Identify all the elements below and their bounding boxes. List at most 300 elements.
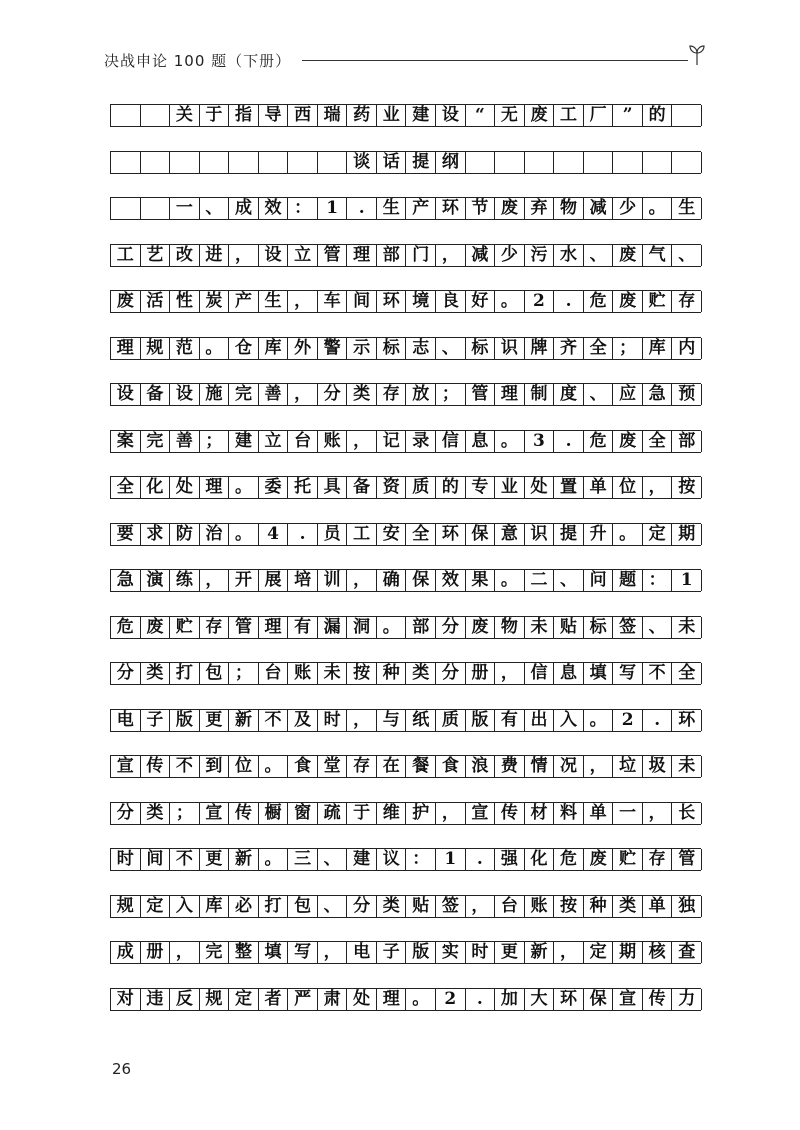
grid-cell: 废	[613, 291, 643, 312]
grid-cell: 范	[170, 338, 200, 359]
grid-cell: 新	[229, 710, 259, 731]
grid-cell: 1	[672, 570, 702, 591]
grid-cell: 信	[525, 663, 555, 684]
grid-cell: 规	[111, 896, 141, 917]
grid-cell: ，	[200, 570, 230, 591]
grid-cell: 工	[554, 105, 584, 126]
grid-cell: 按	[347, 663, 377, 684]
grid-cell	[672, 152, 702, 173]
grid-cell: 完	[200, 942, 230, 963]
grid-cell: 按	[672, 477, 702, 498]
grid-cell: 宣	[111, 756, 141, 777]
grid-cell: 况	[554, 756, 584, 777]
grid-cell: 宣	[466, 803, 496, 824]
grid-cell: 托	[288, 477, 318, 498]
grid-cell: 制	[525, 384, 555, 405]
grid-cell: ，	[347, 431, 377, 452]
grid-cell: 、	[436, 338, 466, 359]
grid-cell: 废	[495, 198, 525, 219]
grid-cell: 专	[466, 477, 496, 498]
grid-cell: 存	[643, 849, 673, 870]
grid-cell: 置	[554, 477, 584, 498]
grid-row	[110, 104, 701, 127]
grid-cell: 。	[643, 198, 673, 219]
grid-cell: ；	[170, 803, 200, 824]
grid-cell: “	[466, 105, 496, 126]
grid-cell: 仓	[229, 338, 259, 359]
grid-cell: ，	[495, 663, 525, 684]
grid-cell: 二	[525, 570, 555, 591]
grid-cell: 位	[229, 756, 259, 777]
grid-cell: 、	[200, 198, 230, 219]
grid-cell: 填	[584, 663, 614, 684]
grid-cell: 。	[229, 524, 259, 545]
grid-cell: 存	[377, 384, 407, 405]
grid-cell: 进	[200, 245, 230, 266]
grid-cell: .	[288, 524, 318, 545]
grid-cell: 大	[525, 989, 555, 1010]
grid-cell: 业	[495, 477, 525, 498]
grid-cell: 台	[288, 431, 318, 452]
grid-cell: 账	[288, 663, 318, 684]
grid-cell: 规	[200, 989, 230, 1010]
grid-cell: 备	[347, 477, 377, 498]
grid-cell: 更	[495, 942, 525, 963]
grid-cell: ；	[200, 431, 230, 452]
grid-cell: 到	[200, 756, 230, 777]
grid-cell: 设	[170, 384, 200, 405]
grid-cell: 全	[111, 477, 141, 498]
grid-cell: 减	[584, 198, 614, 219]
grid-cell: 完	[229, 384, 259, 405]
grid-cell: 理	[377, 989, 407, 1010]
grid-cell: 按	[554, 896, 584, 917]
grid-cell: 急	[643, 384, 673, 405]
grid-row	[110, 662, 701, 685]
grid-cell: .	[466, 989, 496, 1010]
grid-cell: 严	[288, 989, 318, 1010]
grid-cell: 管	[466, 384, 496, 405]
grid-cell: 弃	[525, 198, 555, 219]
grid-cell: 护	[407, 803, 437, 824]
grid-cell: 演	[141, 570, 171, 591]
grid-cell: 不	[259, 710, 289, 731]
grid-cell: 保	[584, 989, 614, 1010]
grid-cell: 子	[377, 942, 407, 963]
grid-cell: 度	[554, 384, 584, 405]
grid-cell: 不	[170, 849, 200, 870]
grid-cell: 环	[672, 710, 702, 731]
grid-cell: 时	[111, 849, 141, 870]
grid-cell: 。	[259, 756, 289, 777]
grid-cell: 厂	[584, 105, 614, 126]
grid-cell: ：	[407, 849, 437, 870]
grid-cell: 话	[377, 152, 407, 173]
grid-cell: 员	[318, 524, 348, 545]
grid-cell: 贴	[554, 617, 584, 638]
grid-cell: 浪	[466, 756, 496, 777]
grid-cell: 的	[643, 105, 673, 126]
grid-cell: 理	[259, 617, 289, 638]
grid-cell: 无	[495, 105, 525, 126]
grid-cell: 、	[643, 617, 673, 638]
grid-cell: 洞	[347, 617, 377, 638]
grid-cell: 有	[495, 710, 525, 731]
grid-cell: ，	[347, 710, 377, 731]
grid-cell: 展	[259, 570, 289, 591]
grid-row	[110, 151, 701, 174]
grid-cell: 出	[525, 710, 555, 731]
grid-cell: ；	[613, 338, 643, 359]
grid-cell: 处	[170, 477, 200, 498]
grid-cell	[111, 152, 141, 173]
grid-cell: 宣	[200, 803, 230, 824]
grid-cell: 工	[111, 245, 141, 266]
grid-cell: 委	[259, 477, 289, 498]
grid-cell: 部	[377, 245, 407, 266]
grid-cell: 在	[377, 756, 407, 777]
grid-cell: 水	[554, 245, 584, 266]
grid-cell: ，	[584, 756, 614, 777]
grid-cell: 训	[318, 570, 348, 591]
grid-cell: 间	[347, 291, 377, 312]
grid-cell: 污	[525, 245, 555, 266]
grid-cell: 产	[407, 198, 437, 219]
grid-cell: 。	[495, 431, 525, 452]
grid-cell: 提	[407, 152, 437, 173]
grid-row	[110, 755, 701, 778]
grid-cell: 贮	[643, 291, 673, 312]
grid-cell: 材	[525, 803, 555, 824]
grid-cell: 未	[525, 617, 555, 638]
grid-cell	[525, 152, 555, 173]
grid-cell: 息	[554, 663, 584, 684]
grid-cell: 食	[288, 756, 318, 777]
grid-cell: 示	[347, 338, 377, 359]
grid-cell	[672, 105, 702, 126]
grid-cell: 建	[407, 105, 437, 126]
grid-cell: 设	[436, 105, 466, 126]
grid-cell: 培	[288, 570, 318, 591]
grid-cell: 确	[377, 570, 407, 591]
grid-cell: 违	[141, 989, 171, 1010]
grid-cell: 应	[613, 384, 643, 405]
grid-cell: 纸	[407, 710, 437, 731]
grid-cell: 定	[229, 989, 259, 1010]
grid-cell: 定	[643, 524, 673, 545]
grid-cell: 药	[347, 105, 377, 126]
grid-cell: 息	[466, 431, 496, 452]
grid-cell: 反	[170, 989, 200, 1010]
grid-cell: 危	[584, 431, 614, 452]
grid-cell: 环	[436, 198, 466, 219]
grid-cell: 少	[613, 198, 643, 219]
grid-cell: 子	[141, 710, 171, 731]
grid-cell: 漏	[318, 617, 348, 638]
grid-cell: 问	[584, 570, 614, 591]
grid-cell: 写	[613, 663, 643, 684]
grid-cell: 善	[170, 431, 200, 452]
grid-cell: 危	[554, 849, 584, 870]
grid-cell: ”	[613, 105, 643, 126]
grid-cell: 包	[288, 896, 318, 917]
grid-cell: 产	[229, 291, 259, 312]
grid-cell: .	[466, 849, 496, 870]
grid-cell: ，	[466, 896, 496, 917]
grid-cell: 治	[200, 524, 230, 545]
grid-cell	[141, 105, 171, 126]
grid-cell: 意	[495, 524, 525, 545]
grid-cell: ，	[347, 570, 377, 591]
grid-cell: 化	[141, 477, 171, 498]
grid-cell: 账	[525, 896, 555, 917]
grid-cell: 未	[672, 756, 702, 777]
grid-cell: 。	[613, 524, 643, 545]
grid-cell: 单	[643, 896, 673, 917]
grid-cell: 期	[613, 942, 643, 963]
grid-cell: 保	[466, 524, 496, 545]
grid-row	[110, 988, 701, 1011]
grid-cell: ：	[643, 570, 673, 591]
grid-cell: .	[554, 431, 584, 452]
grid-cell: 质	[436, 710, 466, 731]
grid-cell	[554, 152, 584, 173]
grid-cell: 时	[318, 710, 348, 731]
grid-cell: 气	[643, 245, 673, 266]
grid-cell: 管	[229, 617, 259, 638]
grid-cell: 一	[613, 803, 643, 824]
grid-cell: 4	[259, 524, 289, 545]
grid-cell: 版	[407, 942, 437, 963]
grid-cell: 环	[436, 524, 466, 545]
grid-cell: 贮	[613, 849, 643, 870]
grid-cell: 。	[584, 710, 614, 731]
grid-row	[110, 941, 701, 964]
grid-cell: 1	[436, 849, 466, 870]
grid-cell: 台	[495, 896, 525, 917]
grid-cell: 志	[407, 338, 437, 359]
grid-cell: 橱	[259, 803, 289, 824]
grid-cell: 节	[466, 198, 496, 219]
grid-cell: 全	[407, 524, 437, 545]
grid-cell: 。	[377, 617, 407, 638]
grid-cell: ，	[170, 942, 200, 963]
grid-cell: 核	[643, 942, 673, 963]
grid-cell: 。	[495, 570, 525, 591]
grid-cell: 类	[613, 896, 643, 917]
grid-cell: 效	[259, 198, 289, 219]
grid-row	[110, 476, 701, 499]
grid-cell: 类	[141, 803, 171, 824]
grid-cell: 期	[672, 524, 702, 545]
grid-cell: 、	[584, 384, 614, 405]
grid-cell: 分	[318, 384, 348, 405]
grid-cell: .	[554, 291, 584, 312]
grid-cell: 少	[495, 245, 525, 266]
grid-cell: 危	[584, 291, 614, 312]
grid-cell: 打	[170, 663, 200, 684]
grid-cell: 单	[584, 477, 614, 498]
grid-cell: 部	[672, 431, 702, 452]
grid-cell: ，	[436, 245, 466, 266]
grid-cell: 质	[407, 477, 437, 498]
grid-cell: 版	[466, 710, 496, 731]
grid-cell: 效	[436, 570, 466, 591]
grid-cell: 及	[288, 710, 318, 731]
grid-cell: 外	[288, 338, 318, 359]
grid-cell	[259, 152, 289, 173]
grid-cell: 签	[613, 617, 643, 638]
grid-cell: 肃	[318, 989, 348, 1010]
grid-cell: ，	[229, 245, 259, 266]
sprout-icon	[688, 44, 706, 66]
grid-cell: 升	[584, 524, 614, 545]
grid-cell	[141, 152, 171, 173]
grid-cell	[495, 152, 525, 173]
grid-cell: 查	[672, 942, 702, 963]
grid-cell	[318, 152, 348, 173]
grid-cell: ，	[554, 942, 584, 963]
grid-cell: 存	[672, 291, 702, 312]
grid-cell: 种	[584, 896, 614, 917]
grid-row	[110, 197, 701, 220]
grid-cell: 成	[111, 942, 141, 963]
grid-cell: 理	[347, 245, 377, 266]
grid-cell: 存	[347, 756, 377, 777]
grid-cell: 废	[111, 291, 141, 312]
grid-cell: 分	[436, 617, 466, 638]
grid-cell: 良	[436, 291, 466, 312]
grid-cell: 部	[407, 617, 437, 638]
grid-cell: 圾	[643, 756, 673, 777]
grid-cell: 减	[466, 245, 496, 266]
header-rule	[302, 60, 688, 61]
grid-cell: 好	[466, 291, 496, 312]
grid-cell: 录	[407, 431, 437, 452]
grid-cell	[288, 152, 318, 173]
grid-cell: 未	[318, 663, 348, 684]
grid-row	[110, 523, 701, 546]
grid-cell: 议	[377, 849, 407, 870]
grid-cell: 废	[613, 431, 643, 452]
grid-cell: 生	[672, 198, 702, 219]
grid-cell: 情	[525, 756, 555, 777]
grid-cell: 全	[672, 663, 702, 684]
grid-cell: 必	[229, 896, 259, 917]
grid-cell: 类	[377, 896, 407, 917]
grid-row	[110, 383, 701, 406]
grid-cell: 打	[259, 896, 289, 917]
grid-cell: 危	[111, 617, 141, 638]
grid-cell: 标	[584, 617, 614, 638]
grid-cell: 建	[229, 431, 259, 452]
grid-cell: 全	[584, 338, 614, 359]
grid-cell	[643, 152, 673, 173]
grid-cell: 于	[200, 105, 230, 126]
grid-cell	[170, 152, 200, 173]
grid-cell: 导	[259, 105, 289, 126]
grid-cell: 废	[525, 105, 555, 126]
grid-cell: 物	[495, 617, 525, 638]
grid-cell: 时	[466, 942, 496, 963]
grid-cell: 三	[288, 849, 318, 870]
grid-cell: 业	[377, 105, 407, 126]
grid-cell: 册	[466, 663, 496, 684]
grid-row	[110, 848, 701, 871]
grid-cell: 施	[200, 384, 230, 405]
grid-cell: 不	[170, 756, 200, 777]
grid-cell: 实	[436, 942, 466, 963]
grid-cell: 有	[288, 617, 318, 638]
grid-cell: 艺	[141, 245, 171, 266]
grid-cell: ；	[229, 663, 259, 684]
grid-cell: 。	[495, 291, 525, 312]
grid-cell	[141, 198, 171, 219]
grid-cell: 3	[525, 431, 555, 452]
grid-row	[110, 802, 701, 825]
grid-cell: 理	[200, 477, 230, 498]
grid-cell: 位	[613, 477, 643, 498]
grid-cell: .	[643, 710, 673, 731]
grid-cell: 类	[407, 663, 437, 684]
grid-cell: 生	[259, 291, 289, 312]
grid-row	[110, 244, 701, 267]
grid-cell: 炭	[200, 291, 230, 312]
grid-row	[110, 337, 701, 360]
grid-cell: 废	[584, 849, 614, 870]
grid-cell: 放	[407, 384, 437, 405]
grid-cell: 谈	[347, 152, 377, 173]
grid-cell: 。	[407, 989, 437, 1010]
grid-cell: 果	[466, 570, 496, 591]
grid-cell: 堂	[318, 756, 348, 777]
grid-cell: 存	[200, 617, 230, 638]
grid-cell: 理	[111, 338, 141, 359]
grid-row	[110, 616, 701, 639]
grid-cell: ，	[318, 942, 348, 963]
grid-cell: 。	[200, 338, 230, 359]
grid-cell: 境	[407, 291, 437, 312]
grid-cell: 保	[407, 570, 437, 591]
grid-cell: 善	[259, 384, 289, 405]
answer-grid	[110, 104, 701, 1011]
grid-cell: 力	[672, 989, 702, 1010]
grid-cell: 环	[377, 291, 407, 312]
grid-cell: 对	[111, 989, 141, 1010]
grid-cell: 料	[554, 803, 584, 824]
grid-cell: 餐	[407, 756, 437, 777]
grid-cell: 台	[259, 663, 289, 684]
grid-cell: 窗	[288, 803, 318, 824]
grid-cell: 、	[584, 245, 614, 266]
grid-cell: 警	[318, 338, 348, 359]
grid-cell: 类	[347, 384, 377, 405]
grid-cell: 题	[613, 570, 643, 591]
grid-cell: 急	[111, 570, 141, 591]
grid-cell: 未	[672, 617, 702, 638]
grid-cell: 包	[200, 663, 230, 684]
grid-cell: 垃	[613, 756, 643, 777]
grid-cell: 设	[259, 245, 289, 266]
grid-cell: 2	[436, 989, 466, 1010]
grid-cell: 间	[141, 849, 171, 870]
grid-cell: 案	[111, 431, 141, 452]
grid-cell: 处	[347, 989, 377, 1010]
grid-cell: ，	[288, 291, 318, 312]
grid-cell: 环	[554, 989, 584, 1010]
grid-cell: 设	[111, 384, 141, 405]
grid-cell: 牌	[525, 338, 555, 359]
